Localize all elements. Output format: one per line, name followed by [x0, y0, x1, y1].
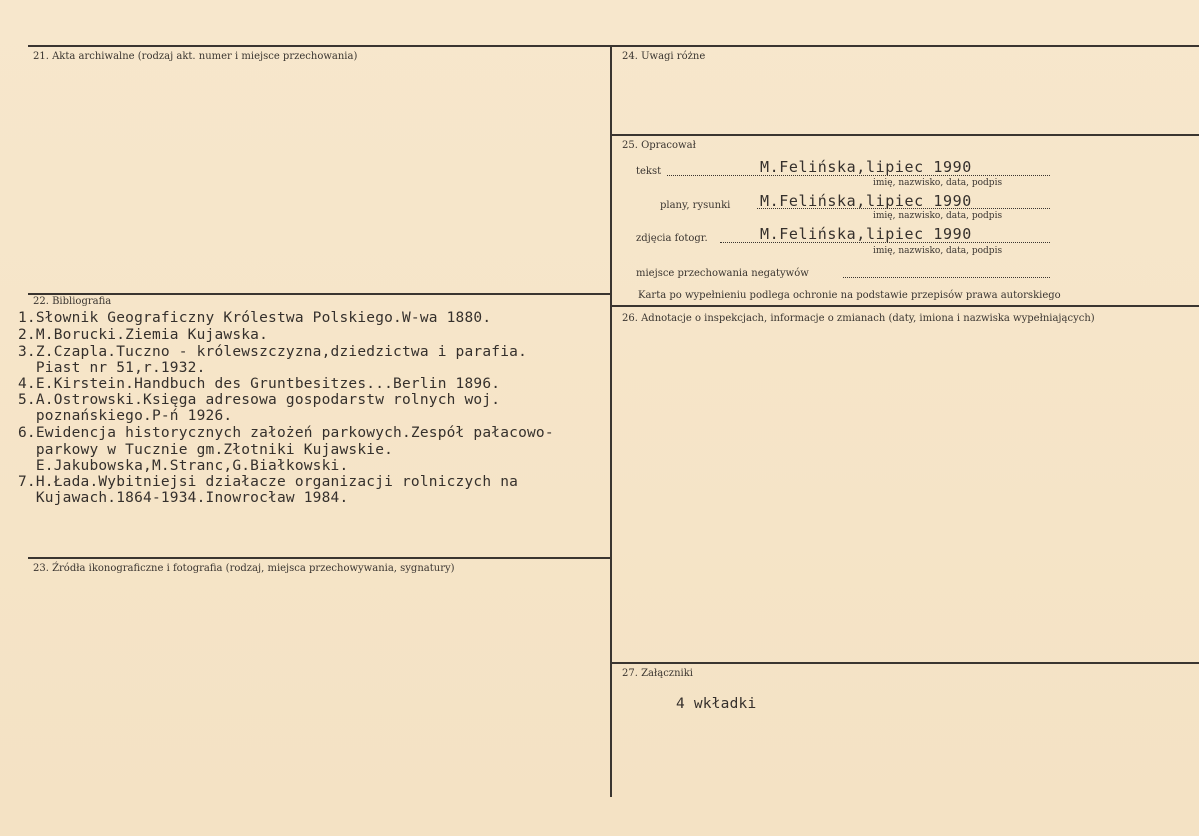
- bibliography-line: Piast nr 51,r.1932.: [18, 360, 206, 376]
- section-24-label: 24. Uwagi różne: [622, 51, 706, 62]
- plans-row-value: M.Felińska,lipiec 1990: [760, 192, 972, 210]
- rule-25-top: [612, 134, 1199, 136]
- bibliography-line: 6.Ewidencja historycznych założeń parkowych.Zespół pałacowo-: [18, 425, 554, 441]
- photos-row-label: zdjęcia fotogr.: [636, 233, 708, 244]
- negatives-label: miejsce przechowania negatywów: [636, 268, 809, 279]
- photos-row-caption: imię, nazwisko, data, podpis: [873, 246, 1003, 256]
- top-rule: [28, 45, 1199, 47]
- bibliography-line: parkowy w Tucznie gm.Złotniki Kujawskie.: [18, 442, 394, 458]
- author-row-caption: imię, nazwisko, data, podpis: [873, 178, 1003, 188]
- bibliography-line: 2.M.Borucki.Ziemia Kujawska.: [18, 327, 269, 343]
- negatives-line: [843, 277, 1050, 278]
- rule-22-top: [28, 293, 612, 295]
- plans-row-label: plany, rysunki: [660, 200, 731, 211]
- author-row-label: tekst: [636, 166, 662, 177]
- rule-27-top: [612, 662, 1199, 664]
- bibliography-line: Kujawach.1864-1934.Inowrocław 1984.: [18, 490, 349, 506]
- bibliography-line: 7.H.Łada.Wybitniejsi działacze organizacji rolniczych na: [18, 474, 519, 490]
- section-25-label: 25. Opracował: [622, 140, 696, 151]
- bibliography-line: 4.E.Kirstein.Handbuch des Gruntbesitzes...Berlin 1896.: [18, 376, 501, 392]
- section-26-label: 26. Adnotacje o inspekcjach, informacje o zmianach (daty, imiona i nazwiska wypełniających): [622, 313, 1095, 324]
- rule-23-top: [28, 557, 612, 559]
- bibliography-line: 5.A.Ostrowski.Księga adresowa gospodarstw rolnych woj.: [18, 392, 501, 408]
- bibliography-line: 1.Słownik Geograficzny Królestwa Polskiego.W-wa 1880.: [18, 310, 492, 326]
- section-23-label: 23. Źródła ikonograficzne i fotografia (rodzaj, miejsca przechowywania, sygnatury): [33, 563, 455, 574]
- section-22-label: 22. Bibliografia: [33, 296, 112, 307]
- section-27-label: 27. Załączniki: [622, 668, 693, 679]
- rule-26-top: [612, 305, 1199, 307]
- bibliography-line: 3.Z.Czapla.Tuczno - królewszczyzna,dziedzictwa i parafia.: [18, 344, 527, 360]
- copyright-note: Karta po wypełnieniu podlega ochronie na podstawie przepisów prawa autorskiego: [638, 290, 1061, 301]
- section-21-label: 21. Akta archiwalne (rodzaj akt. numer i miejsce przechowania): [33, 51, 358, 62]
- plans-row-caption: imię, nazwisko, data, podpis: [873, 211, 1003, 221]
- photos-row-value: M.Felińska,lipiec 1990: [760, 225, 972, 243]
- center-divider: [610, 45, 612, 797]
- author-row-value: M.Felińska,lipiec 1990: [760, 158, 972, 176]
- bibliography-line: E.Jakubowska,M.Stranc,G.Białkowski.: [18, 458, 349, 474]
- bibliography-line: poznańskiego.P-ń 1926.: [18, 408, 233, 424]
- attachments-value: 4 wkładki: [676, 696, 757, 712]
